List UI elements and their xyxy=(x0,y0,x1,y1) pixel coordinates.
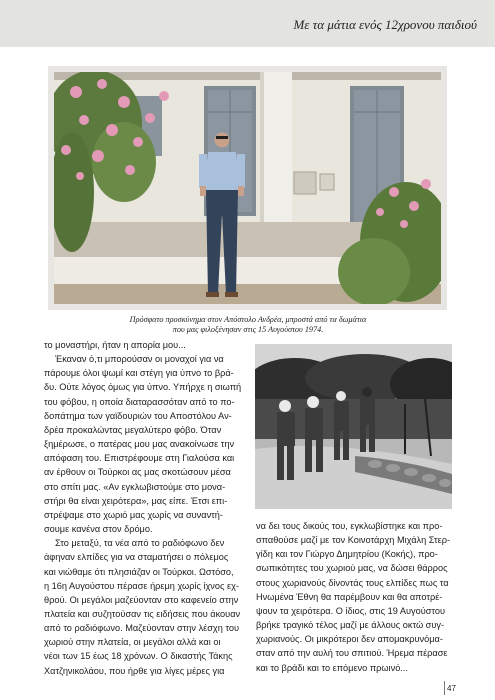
page-number: 47 xyxy=(447,684,456,693)
text-line: ψουν τα χειρότερα. Ο ίδιος, στις 19 Αυγούστου xyxy=(256,605,446,616)
caption-line: που μας φιλοξένησαν στις 15 Αυγούστου 1974. xyxy=(172,325,324,334)
text-line: δοπάτημα των γαϊδουριών του Αποστόλου Αν- xyxy=(44,410,232,421)
text-line: Στο μεταξύ, τα νέα από το ραδιόφωνο δεν xyxy=(55,538,225,549)
text-line: χωριανούς. Οι μικρότεροι δεν απομακρυνόμα- xyxy=(256,634,443,645)
text-line: στήρι θα είναι χειρότερα», μας είπε. Έτσι επι- xyxy=(44,495,228,506)
text-line: σουμε κανένα στον δρόμο. xyxy=(44,524,153,535)
text-line: στρέψαμε στο χωριό μας χωρίς να συναντή- xyxy=(44,509,223,520)
text-line: Έκαναν ό,τι μπορούσαν οι μοναχοί για να xyxy=(55,354,224,365)
photo-frame xyxy=(48,66,447,310)
text-line: από το ραδιόφωνο. Μαζεύονταν στην λέσχη του xyxy=(44,623,240,634)
text-line: και νιώθαμε ότι πλησιάζαν οι Τούρκοι. Ωστόσο, xyxy=(44,566,234,577)
text-line: Ηνωμένα Έθνη θα παρέμβουν και θα αποτρέ- xyxy=(256,591,443,602)
body-column-left xyxy=(44,338,243,678)
text-line: πλατεία και συζητούσαν τις ειδήσεις που άκουαν xyxy=(44,608,241,619)
text-line: χωριού στην πλατεία, οι μεγάλοι αλλά και οι xyxy=(44,637,221,648)
text-line: σταν από την αυλή του σπιτιού. Ήρεμα πέρασε xyxy=(256,648,448,659)
text-line: δυ. Ούτε λόγος όμως για ύπνο. Υπήρχε η σιωπή xyxy=(44,382,242,393)
text-line: το μοναστήρι, ήταν η απορία μου... xyxy=(44,340,186,350)
soldiers-photo-image xyxy=(255,344,452,509)
body-column-right xyxy=(256,519,455,675)
text-line: αν έρθουν οι Τούρκοι ας μας σκοτώσουν μέσα xyxy=(44,467,231,478)
text-line: δρέα προκαλώντας μεγαλύτερο φόβο. Όταν xyxy=(44,424,222,435)
text-line: βρήκε τραγικό τέλος μαζί με άλλους οκτώ συγ- xyxy=(256,620,445,631)
text-line: Χατζηνικολάου, που ήρθε για λίγες μέρες για xyxy=(44,665,225,676)
text-line: ξημέρωσε, ο πατέρας μου μας ανακοίνωσε την xyxy=(44,439,235,450)
monastery-photo xyxy=(54,72,441,304)
text-line: του φόβου, η οποία διαταρασσόταν από το πο- xyxy=(44,396,235,407)
running-title: Με τα μάτια ενός 12χρονου παιδιού xyxy=(293,17,477,32)
photo-caption xyxy=(60,315,436,335)
text-line: γίδη και τον Γιώργο Δημητρίου (Κοκής), προ- xyxy=(256,549,438,560)
text-line: να δει τους δικούς του, εγκλωβίστηκε και προ- xyxy=(256,521,443,531)
text-line: στους χωριανούς δίνοντάς τους ελπίδες πως τα xyxy=(256,577,449,588)
soldiers-photo xyxy=(255,344,452,509)
text-line: σπαθούσε μαζί με τον Κοινοτάρχη Μιχάλη Στερ- xyxy=(256,535,451,546)
text-line: νέοι των 15 έως 18 χρόνων. Ο δικαστής Τάκης xyxy=(44,651,233,662)
text-line: πάρουμε όλοι ψωμί και στέγη για ύπνο το βρά- xyxy=(44,368,234,379)
text-line: απόφαση του. Επιστρέφουμε στη Γιαλούσα και xyxy=(44,453,235,464)
text-line: σωπικότητες του χωριού μας, να δώσει θάρρος xyxy=(256,563,448,574)
text-line: και το βράδι και το επόμενο πρωινό... xyxy=(256,662,408,673)
caption-line: Πρόσφατο προσκύνημα στον Απόστολο Ανδρέα, μπροστά από τα δωμάτια xyxy=(129,315,367,324)
text-line: θρού. Οι μεγάλοι μαζεύονταν στο καφενείο στην xyxy=(44,594,239,605)
text-line: στο σπίτι μας. «Αν εγκλωβιστούμε στο μονα- xyxy=(44,481,226,492)
text-line: η 16η Αυγούστου πέρασε ήρεμη χωρίς ίχνος εχ- xyxy=(44,580,239,591)
monastery-photo-image xyxy=(54,72,441,304)
text-line: άφηναν ελπίδες για να σταματήσει ο πόλεμος xyxy=(44,552,229,563)
